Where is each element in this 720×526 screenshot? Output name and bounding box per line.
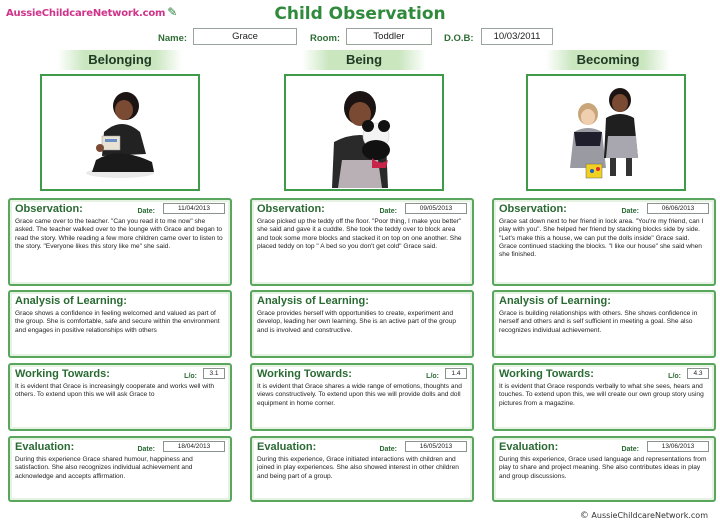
evaluation-card-belonging <box>8 436 232 502</box>
lo-label: L/o: <box>184 373 197 380</box>
evaluation-date-label: Date: <box>621 446 639 453</box>
evaluation-card-being <box>250 436 474 502</box>
analysis-text: Grace provides herself with opportunities to create, experiment and develop, leading her own learning. She is an active part of the group and is involved and constructive. <box>257 310 457 334</box>
evaluation-title: Evaluation: <box>257 441 317 453</box>
dob-field[interactable]: 10/03/2011 <box>481 28 553 45</box>
pencil-icon: ✎ <box>167 5 178 19</box>
observation-text: Grace came over to the teacher. "Can you read it to me now" she asked. The teacher walked over to the lounge with Grace and began to read the story. While reading a few more children came over to listen to the story. "Everyone likes this story like me" she said. <box>15 218 223 250</box>
lo-field[interactable]: 1.4 <box>445 368 467 379</box>
working-title: Working Towards: <box>257 368 352 380</box>
lo-label: L/o: <box>668 373 681 380</box>
evaluation-date-field[interactable]: 16/05/2013 <box>405 441 467 452</box>
working-text: It is evident that Grace is increasingly cooperate and works well with others. To extend upon this we will ask Grace to <box>15 383 215 399</box>
room-label: Room: <box>310 33 341 44</box>
lo-field[interactable]: 4.3 <box>687 368 709 379</box>
footer-text: AussieChildcareNetwork.com <box>591 511 708 520</box>
analysis-title: Analysis of Learning: <box>499 295 611 307</box>
evaluation-text: During this experience, Grace used language and representations from play to share and project meaning. She also contributes ideas in play and group discussions. <box>499 456 707 480</box>
observation-date-field[interactable]: 06/06/2013 <box>647 203 709 214</box>
working-card-belonging <box>8 363 232 431</box>
analysis-text: Grace shows a confidence in feeling welcomed and valued as part of the group. She is comfortable, safe and secure within the environment and engages in positive relationships with others <box>15 310 220 334</box>
observation-title: Observation: <box>15 203 83 215</box>
page-title: Child Observation <box>274 4 446 24</box>
observation-text: Grace picked up the teddy off the floor. "Poor thing, I make you better" she said and gave it a cuddle. She took the teddy over to block area and took some more blocks and stacked it on top on one another. She placed teddy on top " A bed so you don't get cold" Grace said. <box>257 218 462 250</box>
evaluation-date-label: Date: <box>379 446 397 453</box>
analysis-card-being <box>250 290 474 358</box>
evaluation-title: Evaluation: <box>499 441 559 453</box>
analysis-text: Grace is building relationships with others. She shows confidence in herself and others and is self sufficient in meeting a goal. She also recognizes individual achievement. <box>499 310 698 334</box>
photo-becoming <box>526 74 686 191</box>
observation-text: Grace sat down next to her friend in lock area. "You're my friend, can I play with you". She helped her friend by stacking blocks side by side. "Let's make this a house, we can put the dolls inside" Grace said. Grace continued stacking the blocks. "I like our house" she said when she finished. <box>499 218 704 259</box>
evaluation-card-becoming <box>492 436 716 502</box>
heading-being: Being <box>302 50 426 70</box>
working-card-being <box>250 363 474 431</box>
observation-title: Observation: <box>499 203 567 215</box>
working-text: It is evident that Grace shares a wide range of emotions, thoughts and views constructively. To extend upon this we will provide dolls and doll equipment in home corner. <box>257 383 462 407</box>
observation-date-field[interactable]: 09/05/2013 <box>405 203 467 214</box>
working-card-becoming <box>492 363 716 431</box>
analysis-card-belonging <box>8 290 232 358</box>
evaluation-text: During this experience Grace shared humour, happiness and satisfaction. She also recognizes individual achievement and acknowledge and accepts affirmation. <box>15 456 193 480</box>
lo-label: L/o: <box>426 373 439 380</box>
analysis-card-becoming <box>492 290 716 358</box>
working-title: Working Towards: <box>15 368 110 380</box>
heading-becoming: Becoming <box>546 50 670 70</box>
observation-card-becoming <box>492 198 716 286</box>
footer-credit[interactable] <box>580 511 708 521</box>
photo-belonging <box>40 74 200 191</box>
lo-field[interactable]: 3.1 <box>203 368 225 379</box>
observation-date-label: Date: <box>621 208 639 215</box>
heading-belonging: Belonging <box>58 50 182 70</box>
analysis-title: Analysis of Learning: <box>15 295 127 307</box>
observation-card-being <box>250 198 474 286</box>
evaluation-title: Evaluation: <box>15 441 75 453</box>
observation-title: Observation: <box>257 203 325 215</box>
evaluation-date-field[interactable]: 18/04/2013 <box>163 441 225 452</box>
analysis-title: Analysis of Learning: <box>257 295 369 307</box>
name-label: Name: <box>158 33 188 44</box>
observation-card-belonging <box>8 198 232 286</box>
logo-text: AussieChildcareNetwork.com <box>6 8 166 19</box>
observation-date-label: Date: <box>137 208 155 215</box>
working-title: Working Towards: <box>499 368 594 380</box>
room-field[interactable]: Toddler <box>346 28 432 45</box>
evaluation-text: During this experience, Grace initiated interactions with children and joined in play experiences. She also showed interest in other children and being part of a group. <box>257 456 459 480</box>
child-info-row <box>0 28 720 46</box>
observation-date-label: Date: <box>379 208 397 215</box>
dob-label: D.O.B: <box>444 33 474 44</box>
copyright-icon: © <box>579 511 589 521</box>
photo-being <box>284 74 444 191</box>
working-text: It is evident that Grace responds verbally to what she sees, hears and touches. To extend upon this, we will create our own group story using pictures from a magazine. <box>499 383 704 407</box>
observation-date-field[interactable]: 11/04/2013 <box>163 203 225 214</box>
name-field[interactable]: Grace <box>193 28 297 45</box>
evaluation-date-label: Date: <box>137 446 155 453</box>
evaluation-date-field[interactable]: 13/06/2013 <box>647 441 709 452</box>
